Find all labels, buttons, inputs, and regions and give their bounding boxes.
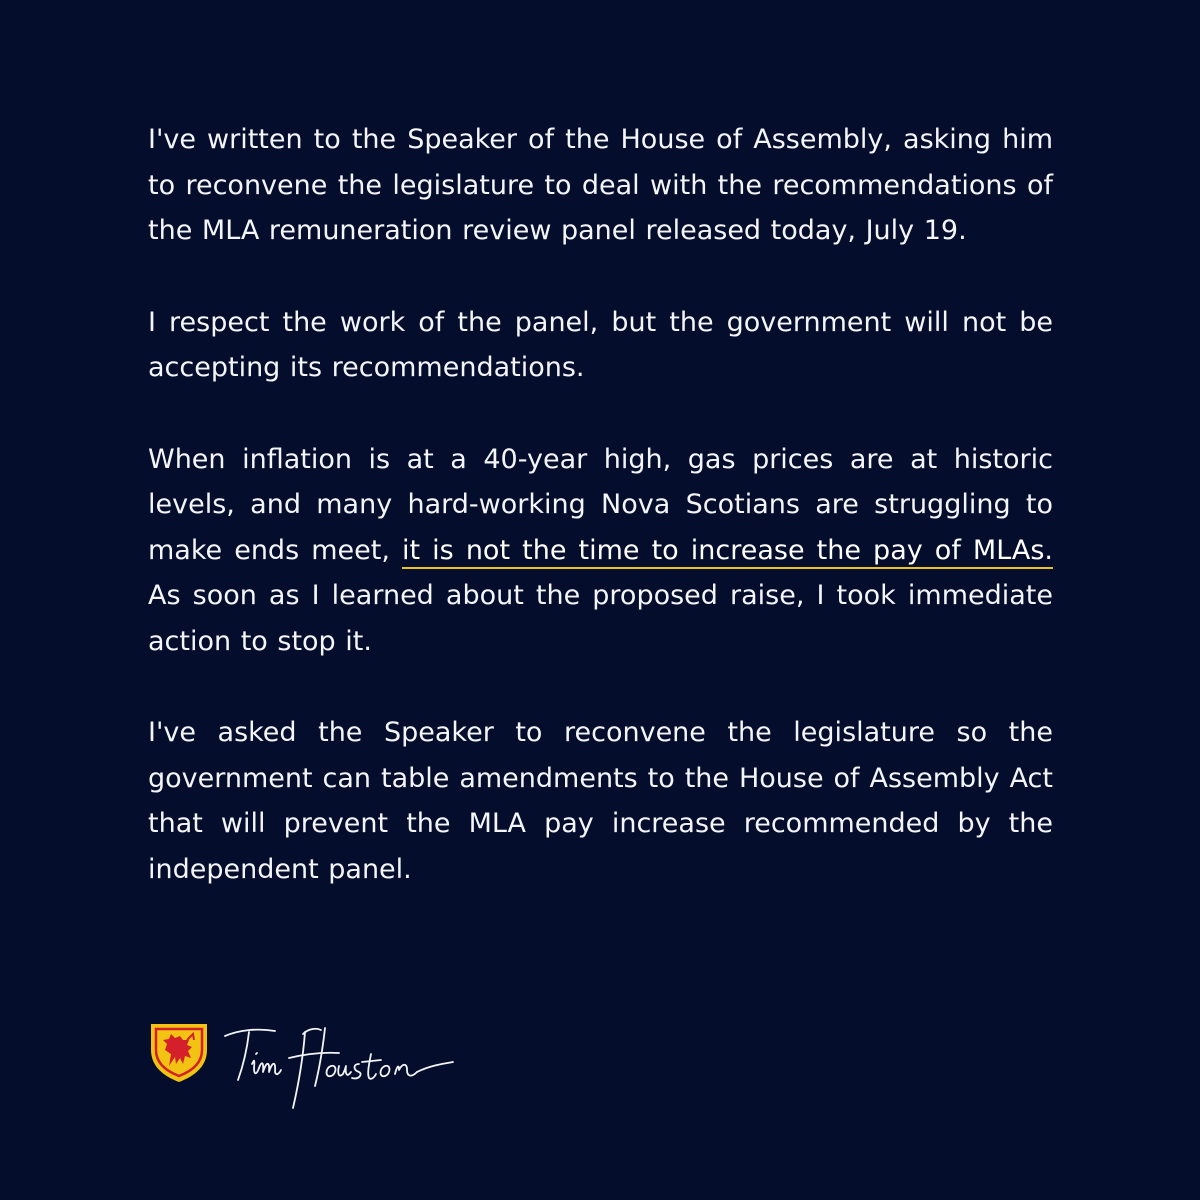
- paragraph-1: I've written to the Speaker of the House of Assembly, asking him to reconvene the legislature to deal with the recommendations of the MLA remuneration review panel released today, July 19.: [148, 124, 1053, 246]
- paragraph-4: I've asked the Speaker to reconvene the legislature so the government can table amendments to the House of Assembly Act that will prevent the MLA pay increase recommended by the independent panel.: [148, 717, 1053, 885]
- paragraph-2: I respect the work of the panel, but the government will not be accepting its recommendations.: [148, 306, 1053, 383]
- paragraph-3-lead: When inflation is at a 40-year high, gas prices are at historic levels, and many hard-working Nova Scotians are struggling to make ends meet,: [148, 443, 1053, 566]
- paragraph-3-tail: As soon as I learned about the proposed raise, I took immediate action to stop it.: [148, 580, 1053, 657]
- statement-body: [148, 117, 1053, 938]
- signature-block: [147, 1018, 467, 1118]
- highlighted-statement: it is not the time to increase the pay of MLAs.: [402, 535, 1053, 569]
- nova-scotia-crest-icon: [147, 1020, 211, 1084]
- signature-image: [219, 1022, 459, 1114]
- paragraph-3: [148, 437, 1053, 665]
